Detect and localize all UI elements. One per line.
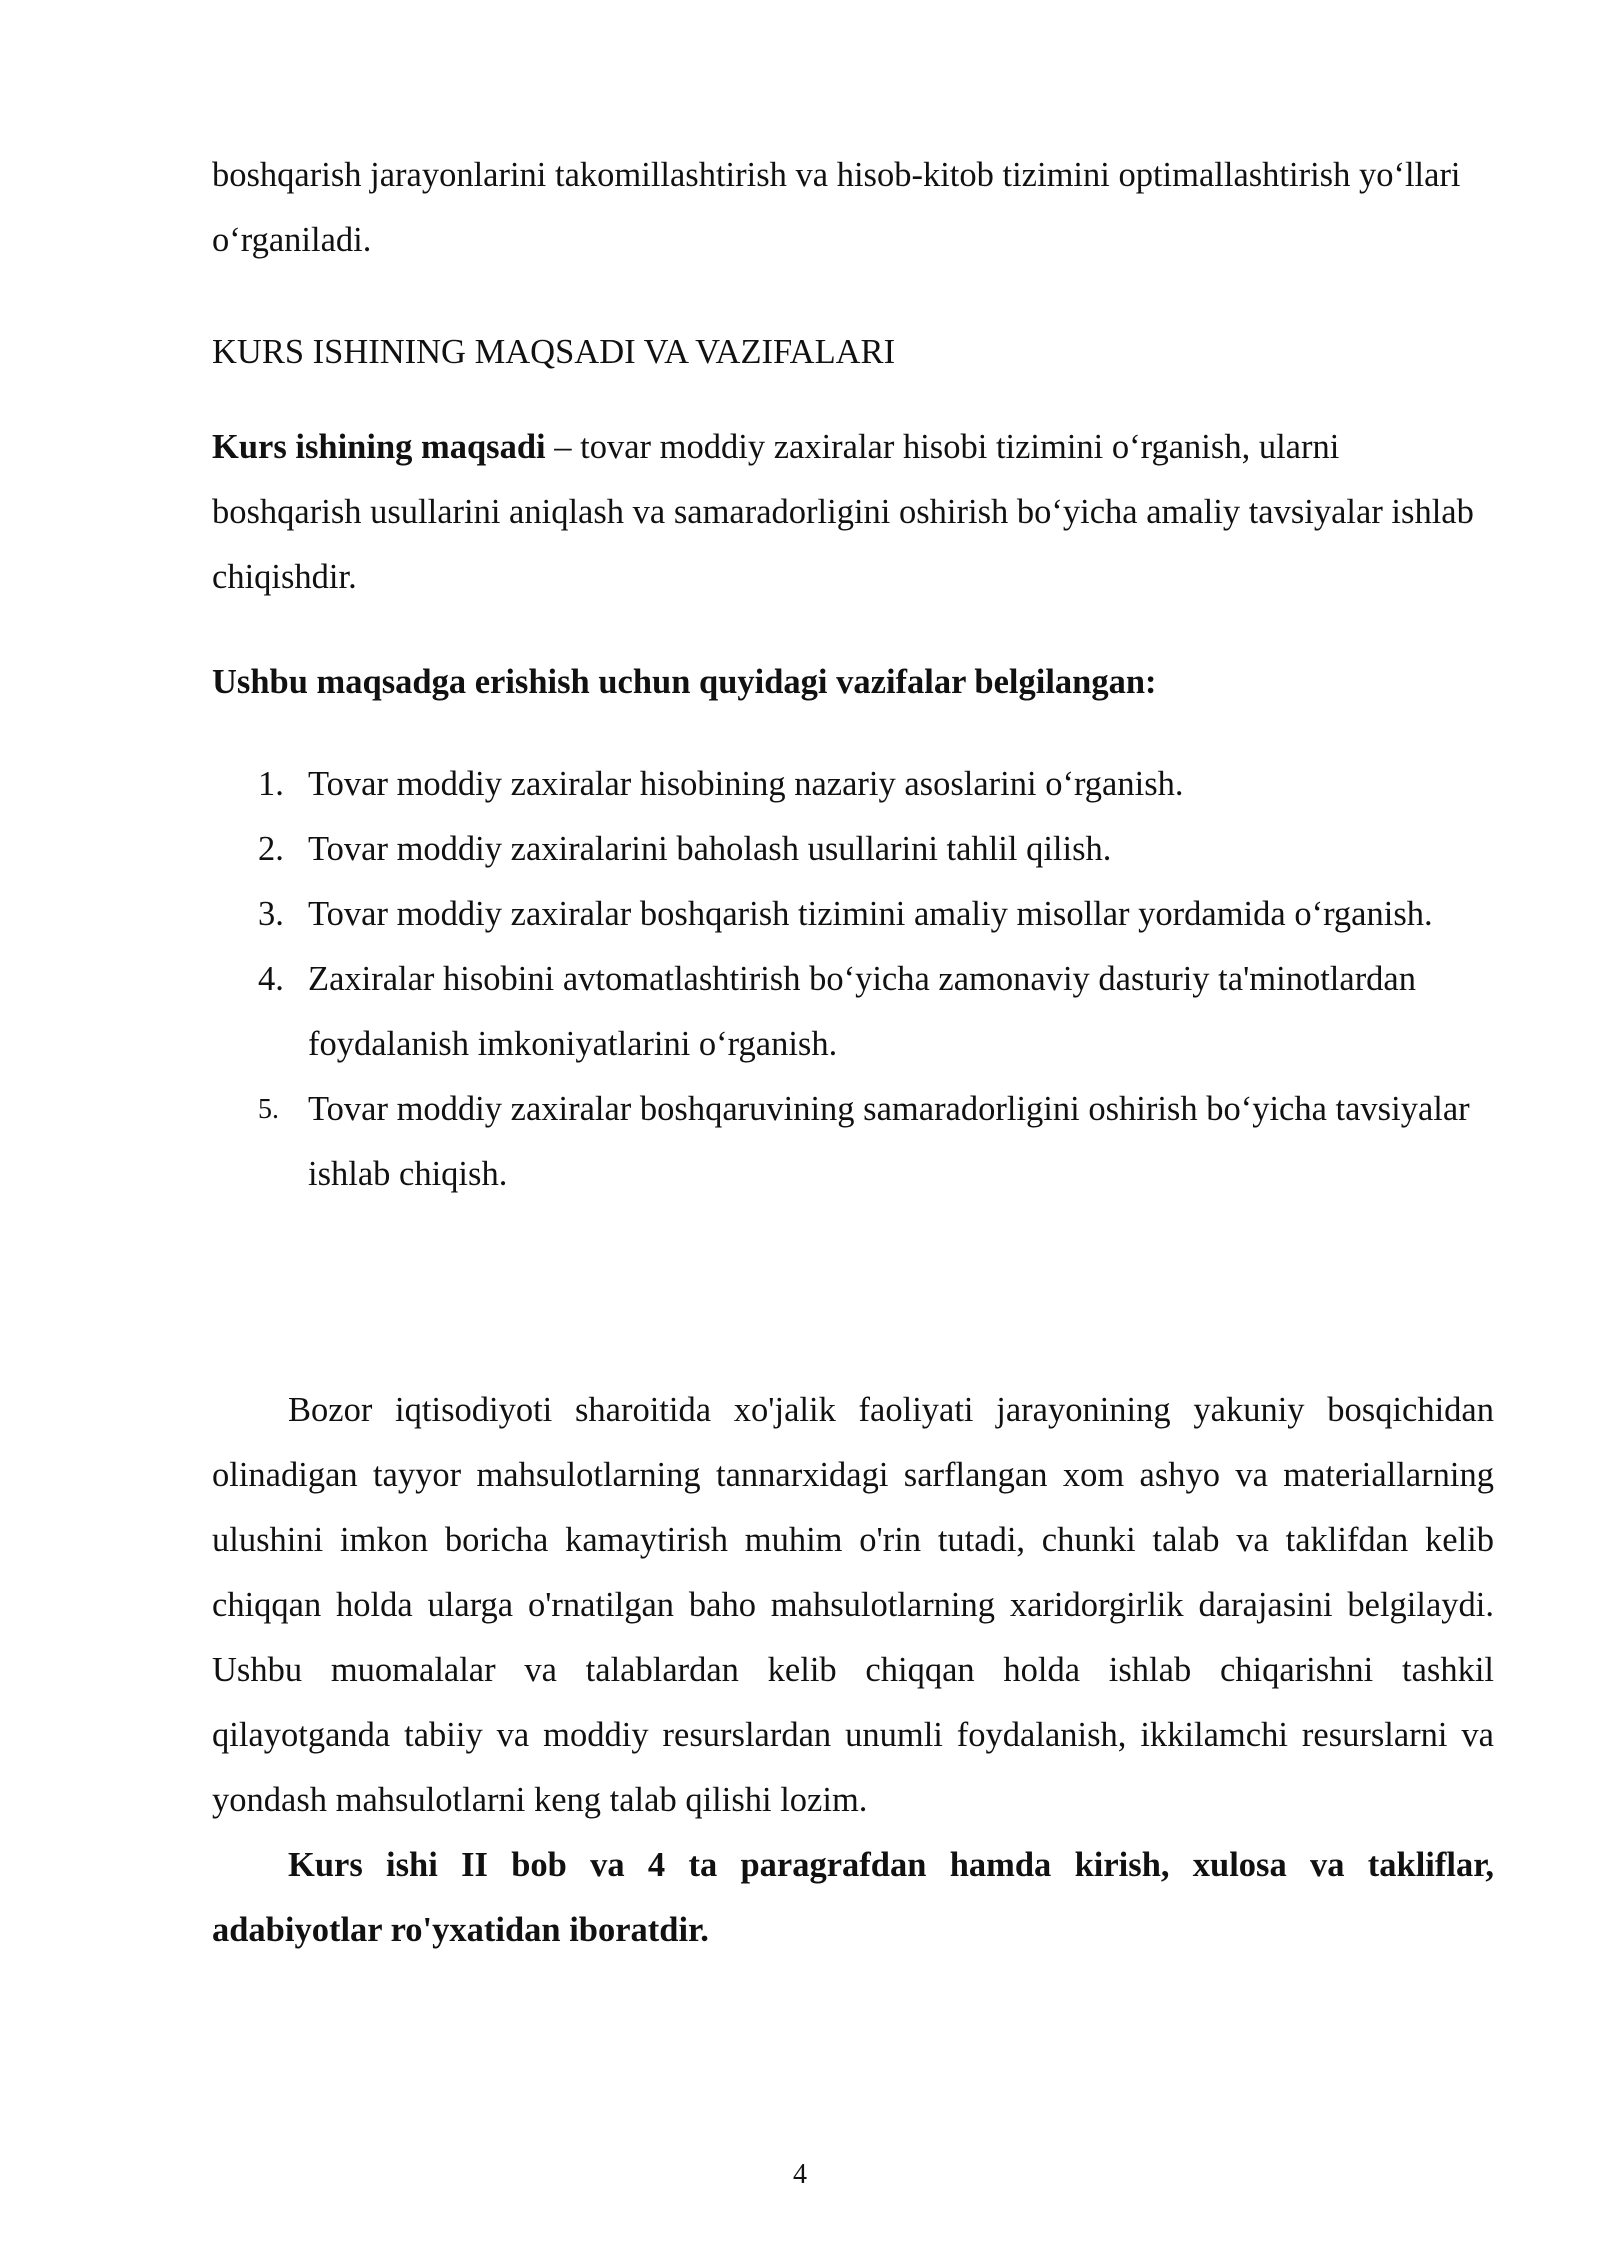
list-item-text: Tovar moddiy zaxiralar hisobining nazariy asoslarini o‘rganish.	[308, 765, 1184, 803]
list-item	[212, 752, 1494, 817]
intro-paragraph: boshqarish jarayonlarini takomillashtirish va hisob-kitob tizimini optimallashtirish yo‘llari o‘rganiladi.	[212, 156, 1461, 259]
list-item	[212, 817, 1494, 882]
list-item-text: Tovar moddiy zaxiralarini baholash usullarini tahlil qilish.	[308, 830, 1112, 868]
tasks-list	[212, 752, 1494, 1207]
list-item-number: 2.	[258, 830, 284, 868]
goal-paragraph	[212, 415, 1494, 610]
list-item-number: 3.	[258, 895, 284, 933]
list-item	[212, 882, 1494, 947]
section-heading: KURS ISHINING MAQSADI VA VAZIFALARI	[212, 333, 896, 371]
body-paragraph: Bozor iqtisodiyoti sharoitida xo'jalik faoliyati jarayonining yakuniy bosqichidan olinadigan tayyor mahsulotlarning tannarxidagi sarflangan xom ashyo va materiallarning ulushini imkon boricha kamaytirish muhim o'rin tutadi, chunki talab va taklifdan kelib chiqqan holda ularga o'rnatilgan baho mahsulotlarning xaridorgirlik darajasini belgilaydi. Ushbu muomalalar va talablardan kelib chiqqan holda ishlab chiqarishni tashkil qilayotganda tabiiy va moddiy resurslardan unumli foydalanish, ikkilamchi resurslarni va yondash mahsulotlarni keng talab qilishi lozim.	[212, 1391, 1494, 1819]
list-item-text: Tovar moddiy zaxiralar boshqaruvining samaradorligini oshirish bo‘yicha tavsiyalar ishlab chiqish.	[308, 1090, 1470, 1193]
list-item-number: 5.	[258, 1094, 279, 1125]
list-item-text: Tovar moddiy zaxiralar boshqarish tizimini amaliy misollar yordamida o‘rganish.	[308, 895, 1433, 933]
list-item-number: 1.	[258, 765, 284, 803]
goal-text: – tovar moddiy zaxiralar hisobi tizimini o‘rganish, ularni boshqarish usullarini aniqlash va samaradorligini oshirish bo‘yicha amaliy tavsiyalar ishlab chiqishdir.	[212, 428, 1474, 596]
page-number: 4	[793, 2159, 807, 2190]
list-item-number: 4.	[258, 960, 284, 998]
list-item	[212, 947, 1494, 1077]
list-item-text: Zaxiralar hisobini avtomatlashtirish bo‘yicha zamonaviy dasturiy ta'minotlardan foydalanish imkoniyatlarini o‘rganish.	[308, 960, 1416, 1063]
list-item	[212, 1077, 1494, 1207]
tasks-intro: Ushbu maqsadga erishish uchun quyidagi vazifalar belgilangan:	[212, 663, 1157, 701]
goal-label: Kurs ishining maqsadi	[212, 428, 546, 466]
summary-paragraph: Kurs ishi II bob va 4 ta paragrafdan hamda kirish, xulosa va takliflar, adabiyotlar ro'yxatidan iboratdir.	[212, 1846, 1494, 1949]
